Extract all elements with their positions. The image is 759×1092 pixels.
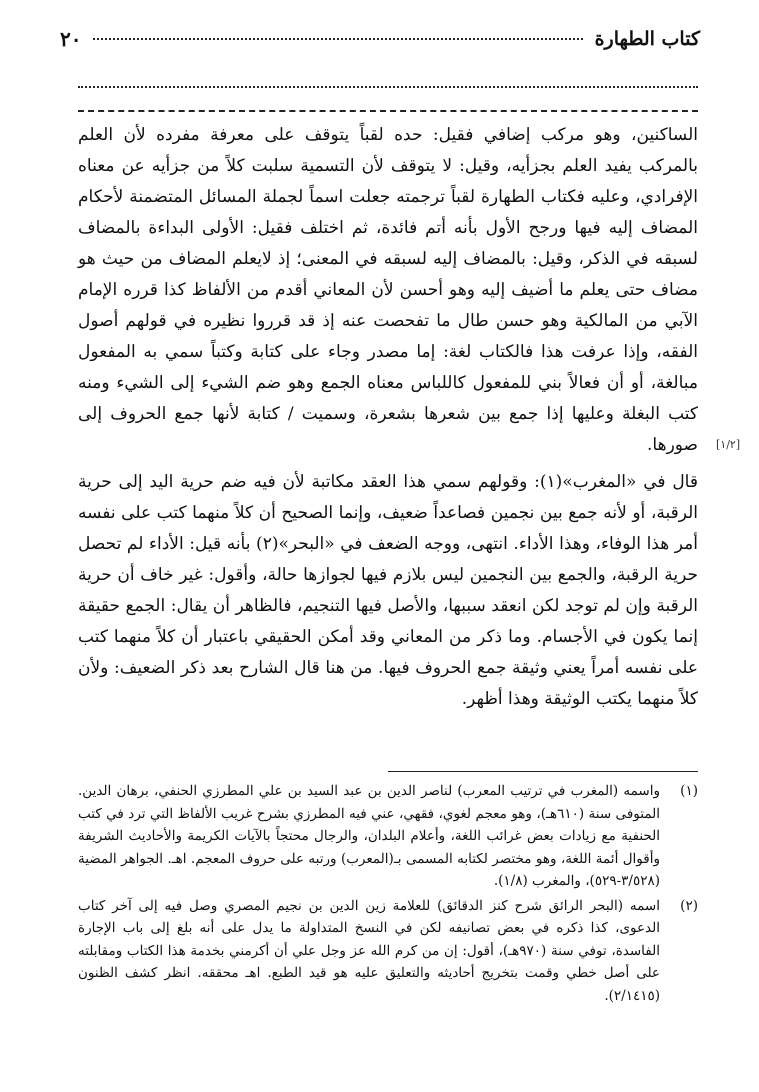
paragraph: قال في «المغرب»(١): وقولهم سمي هذا العقد مكاتبة لأن فيه ضم حرية اليد إلى حرية الرقبة، أو لأنه جمع بين نجمين فصاعداً ضعيف، وإنما الصحيح أن كلاً منهما كتب على نفسه أمر هذا الوفاء، وهذا الأداء. انتهى، ووجه الضعف في «البحر»(٢) بأنه قيل: الأداء لم تحصل حرية الرقبة، والجمع بين النجمين ليس بلازم فيها لجوازها حالة، وأقول: غير خاف أن حرية الرقبة وإن لم توجد لكن انعقد سببها، والأصل فيها التنجيم، فالظاهر أن يقال: الجمع حقيقة إنما يكون في الأجسام. وما ذكر من المعاني وقد أمكن الحقيقي باعتبار أن كلاً منهما كتب على نفسه أمراً يعني وثيقة جمع الحروف فيها. من هنا قال الشارح بعد ذكر الضعيف: ولأن كلاً منهما يكتب الوثيقة وهذا أظهر. xyxy=(78,472,698,709)
header-dotted-leader xyxy=(93,38,582,40)
manuscript-folio-marker: [١/٢] xyxy=(716,438,741,451)
book-title: كتاب الطهارة xyxy=(594,28,700,50)
running-header xyxy=(60,22,700,56)
dashed-separator xyxy=(78,110,698,112)
footnote-text: اسمه (البحر الرائق شرح كنز الدقائق) للعلامة زين الدين بن نجيم المصري وصل فيه إلى آخر كتاب الدعوى، كذا ذكره في بعض تصانيفه لكن في النسخ المتداولة ما يدل على أنه بلغ إلى باب الإجارة الفاسدة، توفي سنة (٩٧٠هـ)، أقول: إن من كرم الله عز وجل علي أن أكرمني بخدمة هذا الكتاب ومقابلته على أصل خطي وقمت بتخريج أحاديثه والتعليق عليه هو قيد الطبع. اهـ محققه. انظر كشف الظنون (٢/١٤١٥). xyxy=(78,897,660,1004)
footnote-number: (١) xyxy=(680,783,698,799)
footnote xyxy=(78,780,698,893)
dotted-separator xyxy=(78,86,698,88)
main-text xyxy=(78,120,698,715)
footnote-text: واسمه (المغرب في ترتيب المعرب) لناصر الدين بن عبد السيد بن علي المطرزي الحنفي، برهان الدين. المتوفى سنة (٦١٠هـ)، وهو معجم لغوي، فقهي، عني فيه المطرزي بشرح غريب الألفاظ التي ترد في كتب الحنفية مع زيادات بعض غرائب اللغة، وأعلام البلدان، والرجال محتجاً بالآيات الكريمة والأحاديث الشريفة وأقوال أئمة اللغة، وهو مختصر لكتابه المسمى بـ(المعرب) ورتبه على حروف المعجم. اهـ. الجواهر المضية (٣/٥٢٨-٥٢٩)، والمغرب (١/٨). xyxy=(78,783,660,889)
page-number: ٢٠ xyxy=(60,27,82,51)
paragraph: الساكنين، وهو مركب إضافي فقيل: حده لقباً يتوقف على معرفة مفرده لأن العلم بالمركب يفيد العلم بجزأيه، وقيل: لا يتوقف لأن التسمية سلبت كلاً من جزأيه عن معناه الإفرادي، وعليه فكتاب الطهارة لقباً ترجمته جعلت اسماً لجملة المسائل المتضمنة لأحكام المضاف إليه فيها ورجح الأول بأنه أتم فائدة، ثم اختلف فقيل: الأولى البداءة بالمضاف لسبقه في الذكر، وقيل: بالمضاف إليه لسبقه في المعنى؛ إذ لايعلم المضاف من حيث هو مضاف حتى يعلم ما أضيف إليه وهو أحسن لأن المعاني أقدم من الألفاظ كذا قرره الإمام الآبي من المالكية وهو حسن طال ما تفحصت عنه إذ قد قرروا نظيره في قولهم أصول الفقه، وإذا عرفت هذا فالكتاب لغة: إما مصدر وجاء على كتابة وكتباً سمي به المفعول مبالغة، أو أن فعالاً بني للمفعول كاللباس معناه الجمع وهو ضم الشيء إلى الشيء ومنه كتب البغلة وعليها إذا جمع بين شعرها بشعرة، وسميت / كتابة لأنها جمع الحروف إلى صورها. xyxy=(78,125,698,455)
footnotes xyxy=(78,780,698,1007)
footnote-rule xyxy=(388,771,698,772)
footnote xyxy=(78,895,698,1008)
footnote-number: (٢) xyxy=(680,897,698,914)
